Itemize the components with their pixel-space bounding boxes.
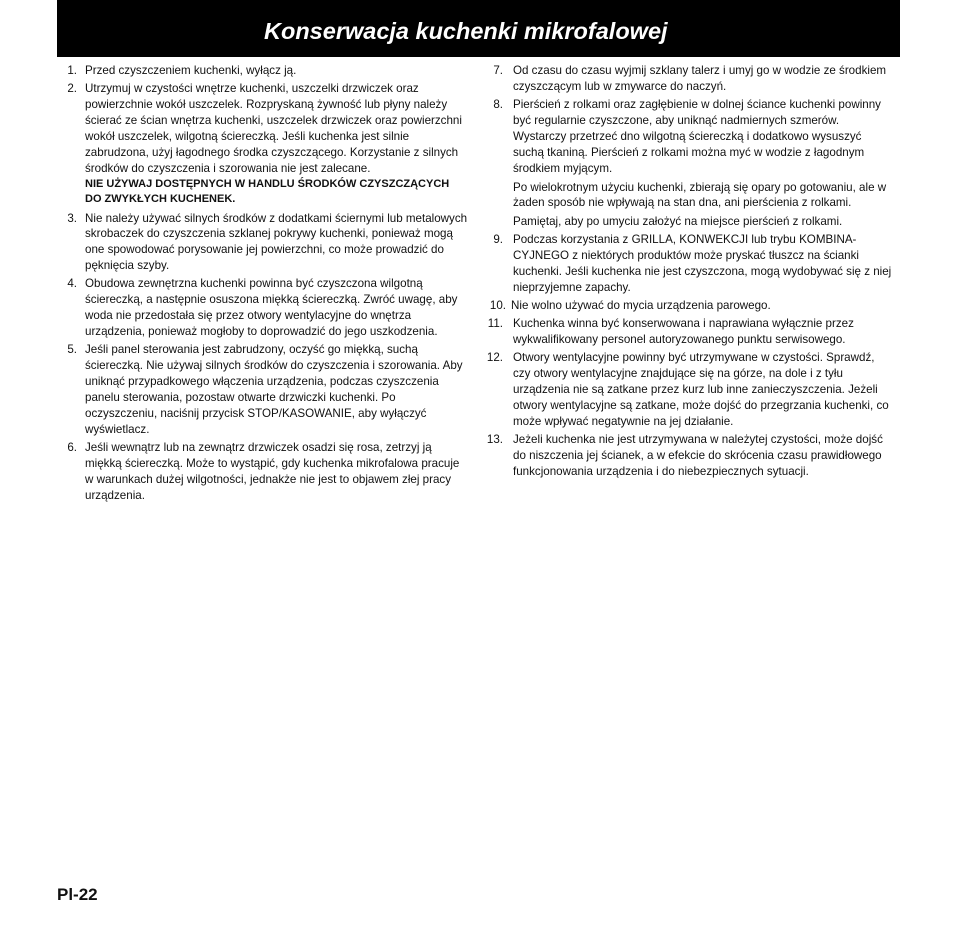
item-number: 13. — [486, 433, 503, 447]
item-number: 7. — [493, 64, 503, 77]
item-text: Nie należy używać silnych środków z dodatkami ściernymi lub metalowych skrobaczek do czyszczenia szklanej pokrywy kuchenki, ponieważ mogą one spowodować porysowanie jej powierzchni, co może prowadzić do pęknięcia szyby. — [85, 211, 468, 273]
item-number: 12. — [486, 351, 503, 365]
item-text: Podczas korzystania z GRILLA, KONWEKCJI lub trybu KOMBINA-CYJNEGO z niektórych produktów może pryskać tłuszcz na ścianki kuchenki. Jeśli kuchenka nie jest czyszczona, mogą wydobywać się z niej nieprzyjemne zapachy. — [513, 233, 892, 295]
item-text: Jeśli wewnątrz lub na zewnątrz drzwiczek osadzi się rosa, zetrzyj ją miękką ściereczką. Może to wystąpić, gdy kuchenka mikrofalowa pracuje w warunkach dużej wilgotności, jednakże nie jest to objawem złej pracy urządzenia. — [85, 440, 460, 502]
item-text: Jeśli panel sterowania jest zabrudzony, oczyść go miękką, suchą ściereczką. Nie używaj silnych środków do czyszczenia i szorowania. Aby uniknąć przypadkowego włączenia urządzenia, podczas czyszczenia panelu sterowania, pozostaw otwarte drzwiczki kuchenki. Po oczyszczeniu, naciśnij przycisk STOP/KASOWANIE, aby wyłączyć wyświetlacz. — [85, 343, 463, 436]
list-item — [57, 211, 468, 275]
item-text: Pierścień z rolkami oraz zagłębienie w dolnej ściance kuchenki powinny być regularnie czyszczone, aby uniknąć nadmiernych szmerów. Wystarczy przetrzeć dno wilgotną ściereczką i dodatkowo wysuszyć suchą tkaniną. Pierścień z rolkami można myć w wodzie z łagodnym środkiem myjącym. — [513, 98, 881, 175]
item-extra-text: Pamiętaj, aby po umyciu założyć na miejsce pierścień z rolkami. — [513, 215, 843, 229]
title-bar — [57, 0, 900, 57]
item-text: Otwory wentylacyjne powinny być utrzymywane w czystości. Sprawdź, czy otwory wentylacyjne znajdujące się na górze, na dole i z tyłu urządzenia nie są zatkane przez kurz lub inne zanieczyszczenia. Jeżeli otwory wentylacyjne są zatkane, może dojść do przegrzania kuchenki, co może wpływać negatywnie na jej działanie. — [513, 351, 889, 428]
list-item — [57, 440, 468, 504]
item-text: Od czasu do czasu wyjmij szklany talerz i umyj go w wodzie ze środkiem czyszczącym lub w zmywarce do naczyń. — [513, 64, 887, 93]
list-item — [482, 316, 895, 348]
right-column — [482, 63, 895, 482]
list-item — [57, 342, 468, 437]
item-text: Przed czyszczeniem kuchenki, wyłącz ją. — [85, 64, 297, 77]
list-item — [482, 298, 895, 314]
item-text: Kuchenka winna być konserwowana i naprawiana wyłącznie przez wykwalifikowany personel autoryzowanego punktu serwisowego. — [513, 317, 854, 347]
left-column — [57, 63, 468, 506]
list-item — [482, 350, 895, 430]
item-number: 9. — [493, 233, 503, 247]
item-text: Jeżeli kuchenka nie jest utrzymywana w należytej czystości, może dojść do niszczenia jej ścianek, a w efekcie do skrócenia czasu prawidłowego funkcjonowania urządzenia i do niebezpiecznych sytuacji. — [513, 433, 883, 478]
page-number: Pl-22 — [57, 885, 98, 904]
item-number: 3. — [67, 211, 77, 225]
list-item — [482, 97, 895, 230]
item-number: 8. — [493, 98, 503, 111]
item-number: 1. — [67, 64, 77, 77]
item-extra-text: Po wielokrotnym użyciu kuchenki, zbierają się opary po gotowaniu, ale w żaden sposób nie wpływają na stan dna, ani pierścienia z rolkami. — [513, 180, 887, 210]
list-item — [482, 432, 895, 480]
item-number: 6. — [67, 440, 77, 454]
list-item — [482, 232, 895, 296]
item-text: Utrzymuj w czystości wnętrze kuchenki, uszczelki drzwiczek oraz powierzchnie wokół uszczelek. Rozpryskaną żywność lub płyny należy ścierać ze ścian wnętrza kuchenki, uszczelek drzwiczek oraz powierzchni wokół uszczelek, wilgotną ściereczką. Jeśli kuchenka jest silnie zabrudzona, użyj łagodnego środka czyszczącego. Korzystanie z silnych środków do czyszczenia i szorowania nie jest zalecane. — [85, 82, 462, 175]
list-item — [57, 276, 468, 340]
item-number: 5. — [67, 343, 77, 357]
item-number: 11. — [487, 317, 503, 331]
item-number: 4. — [67, 277, 77, 291]
list-item — [482, 63, 895, 95]
list-item — [57, 81, 468, 208]
item-text: Obudowa zewnętrzna kuchenki powinna być czyszczona wilgotną ściereczką, a następnie osuszona miękką ściereczką. Zwróć uwagę, aby woda nie przedostała się przez otwory wentylacyjne do wnętrza urządzenia, ponieważ mogłoby to doprowadzić do jego uszkodzenia. — [85, 277, 458, 339]
item-number: 10. — [489, 299, 506, 313]
page-title: Konserwacja kuchenki mikrofalowej — [264, 18, 668, 44]
item-number: 2. — [67, 82, 77, 96]
item-text: Nie wolno używać do mycia urządzenia parowego. — [511, 299, 771, 313]
list-item — [57, 63, 468, 79]
warning-note: NIE UŻYWAJ DOSTĘPNYCH W HANDLU ŚRODKÓW CZYSZCZĄCYCH DO ZWYKŁYCH KUCHENEK. — [85, 177, 450, 206]
